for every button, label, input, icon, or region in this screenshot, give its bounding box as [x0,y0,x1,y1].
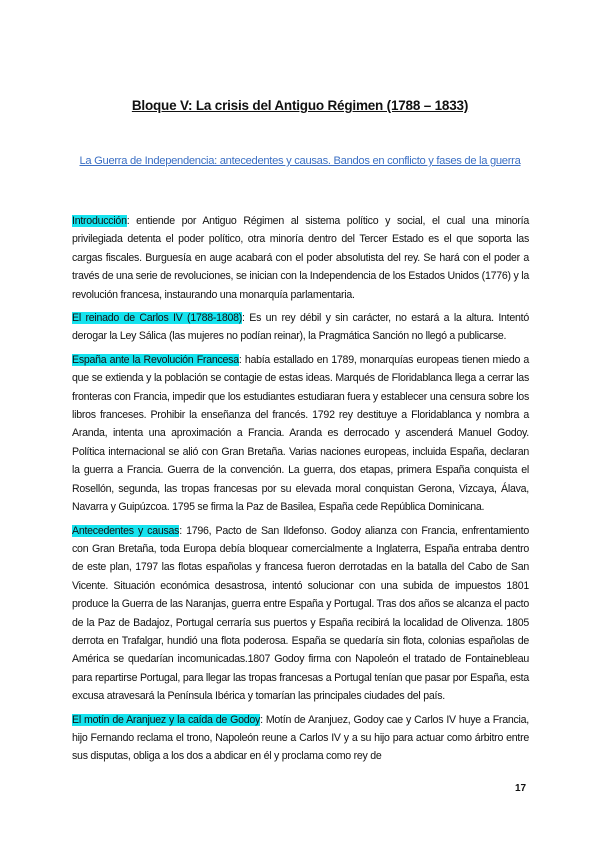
paragraph-antecedentes [72,522,529,706]
paragraph-text: : Motín de Aranjuez, Godoy cae y Carlos IV huye a Francia, hijo Fernando reclama el trono, Napoleón reune a Carlos IV y a su hijo para actuar como árbitro entre sus disputas, obliga a los dos a abdicar en él y proclama como rey de [72,713,529,763]
paragraph-heading: Antecedentes y causas [72,524,180,537]
paragraph-heading: España ante la Revolución Francesa [72,353,239,366]
paragraph-text: : Es un rey débil y sin carácter, no estará a la altura. Intentó derogar la Ley Sálica (las mujeres no podían reinar), la Pragmática Sanción no llegó a publicarse. [72,312,529,343]
paragraph-reinado-carlos-iv [72,309,529,346]
page-title: Bloque V: La crisis del Antiguo Régimen (1788 – 1833) [131,98,469,113]
document-body [72,212,529,771]
paragraph-text: : había estallado en 1789, monarquías europeas tienen miedo a que se extienda y la población se contagie de estas ideas. Marqués de Floridablanca llega a cerrar las fronteras con Francia, impedir que los estudiantes estudiaran fuera y establecer una censura sobre los libros franceses. Prohibir la enseñanza del francés. 1792 rey destituye a Floridablanca y nombra a Aranda, intenta una aproximación a Francia. Aranda es derrocado y ascenderá Manuel Godoy. Política internacional se alió con Gran Bretaña. Varias naciones europeas, incluida España, declaran la guerra a Francia. Guerra de la convención. La guerra, dos etapas, primera España conquista el Rosellón, segunda, las tropas francesas por su elevada moral conquistan Gerona, Vizcaya, Álava, Navarra y Guipúzcoa. 1795 se firma la Paz de Basilea, España cede República Dominicana. [72,353,530,514]
paragraph-motin-aranjuez [72,711,529,766]
paragraph-heading: El motín de Aranjuez y la caída de Godoy [72,713,261,726]
paragraph-text: : entiende por Antiguo Régimen al sistema político y social, el cual una minoría privilegiada detenta el poder político, otra minoría dentro del Tercer Estado es el que soporta las cargas fiscales. Burguesía en auge acabará con el poder absolutista del rey. Se hará con el poder a través de una serie de revoluciones, se inician con la Independencia de los Estados Unidos (1776) y la revolución francesa, instaurando una monarquía parlamentaria. [72,215,529,301]
paragraph-heading: Introducción [72,215,127,227]
paragraph-heading: El reinado de Carlos IV (1788-1808) [72,312,243,325]
paragraph-introduccion [72,212,529,304]
paragraph-revolucion-francesa [72,351,529,517]
section-subtitle: La Guerra de Independencia: antecedentes y causas. Bandos en conflicto y fases de la guerra [79,155,521,167]
page-number: 17 [515,783,527,794]
paragraph-text: : 1796, Pacto de San Ildefonso. Godoy alianza con Francia, enfrentamiento con Gran Bretaña, toda Europa debía bloquear comercialmente a Inglaterra, España entraba dentro de este plan, 1797 las flotas españolas y francesa fueron derrotadas en la batalla del Cabo de San Vicente. Situación económica desastrosa, intentó solucionar con una subida de impuestos 1801 produce la Guerra de las Naranjas, guerra entre España y Portugal. Tras dos años se alcanza el pacto de la Paz de Badajoz, Portugal cerraría sus puertos y España recibirá la localidad de Olivenza. 1805 derrota en Trafalgar, hundió una flota poderosa. España se quedaría sin flota, colonias españolas de América se quedarían incomunicadas.1807 Godoy firma con Napoleón el tratado de Fontainebleau para repartirse Portugal, para llegar las tropas francesas a Portugal tenían que pasar por España, esta excusa atravesará la Península Ibérica y tomarían las principales ciudades del país. [72,524,529,703]
